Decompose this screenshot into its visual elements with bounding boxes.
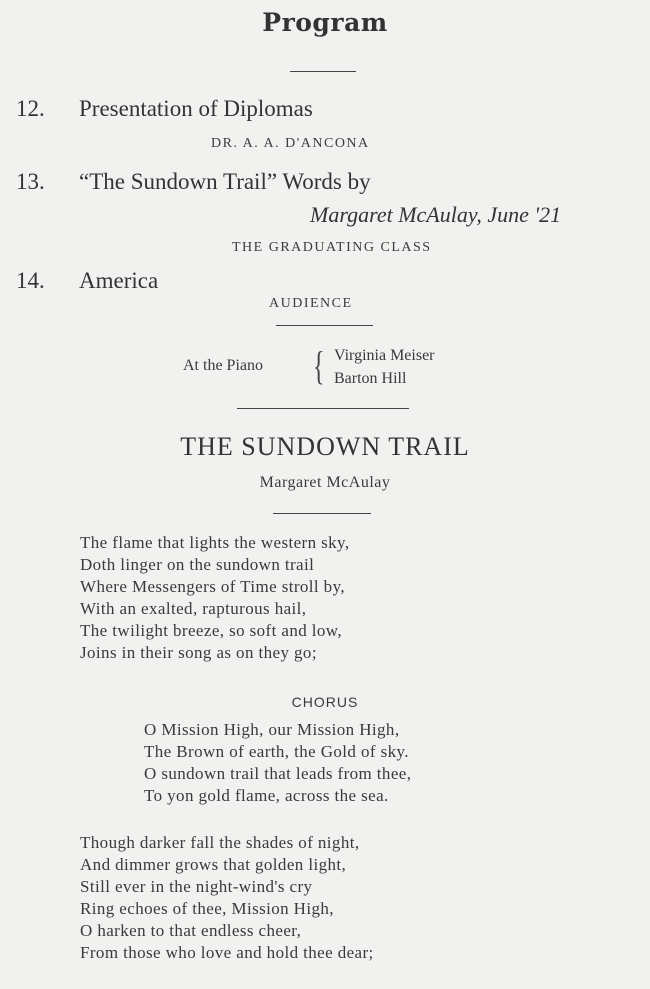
chorus-line: O sundown trail that leads from thee, (144, 764, 412, 783)
song-author: Margaret McAulay (259, 474, 391, 491)
song-title: THE SUNDOWN TRAIL (180, 432, 470, 461)
verse-line: Though darker fall the shades of night, (80, 833, 360, 852)
title-divider (290, 71, 356, 72)
verse-line: From those who love and hold thee dear; (80, 943, 374, 962)
item-performer-12: DR. A. A. D'ANCONA (211, 136, 370, 151)
verse-line: And dimmer grows that golden light, (80, 855, 347, 874)
chorus-line: O Mission High, our Mission High, (144, 720, 400, 739)
verse-line: Joins in their song as on they go; (80, 643, 317, 662)
verse-line: Ring echoes of thee, Mission High, (80, 899, 334, 918)
item-title-sundown-trail: “The Sundown Trail” Words by (79, 169, 371, 194)
item-number-14: 14. (16, 268, 45, 293)
item-credit-13: Margaret McAulay, June '21 (310, 202, 562, 227)
chorus (144, 719, 411, 807)
verse-line: With an exalted, rapturous hail, (80, 599, 307, 618)
section-divider (237, 408, 409, 409)
song-divider (273, 513, 371, 514)
item-performer-14: AUDIENCE (269, 296, 353, 311)
pianist-2: Barton Hill (334, 370, 407, 387)
brace-icon: { (313, 343, 325, 388)
item-number-12: 12. (16, 96, 45, 121)
verse-1 (80, 532, 350, 664)
chorus-label: CHORUS (291, 694, 359, 710)
verse-line: Where Messengers of Time stroll by, (80, 577, 346, 596)
verse-line: The flame that lights the western sky, (80, 533, 350, 552)
item-title-america: America (79, 268, 159, 293)
item-performer-13: THE GRADUATING CLASS (232, 240, 432, 255)
item-number-13: 13. (16, 169, 45, 194)
chorus-line: To yon gold flame, across the sea. (144, 786, 389, 805)
pianist-1: Virginia Meiser (334, 347, 435, 364)
verse-line: Doth linger on the sundown trail (80, 555, 315, 574)
program-title: Program (262, 8, 388, 37)
verse-line: Still ever in the night-wind's cry (80, 877, 313, 896)
audience-divider (276, 325, 373, 326)
piano-label: At the Piano (183, 357, 263, 374)
verse-2 (80, 832, 374, 964)
verse-line: The twilight breeze, so soft and low, (80, 621, 343, 640)
verse-line: O harken to that endless cheer, (80, 921, 302, 940)
item-title-diplomas: Presentation of Diplomas (79, 96, 313, 121)
chorus-line: The Brown of earth, the Gold of sky. (144, 742, 409, 761)
